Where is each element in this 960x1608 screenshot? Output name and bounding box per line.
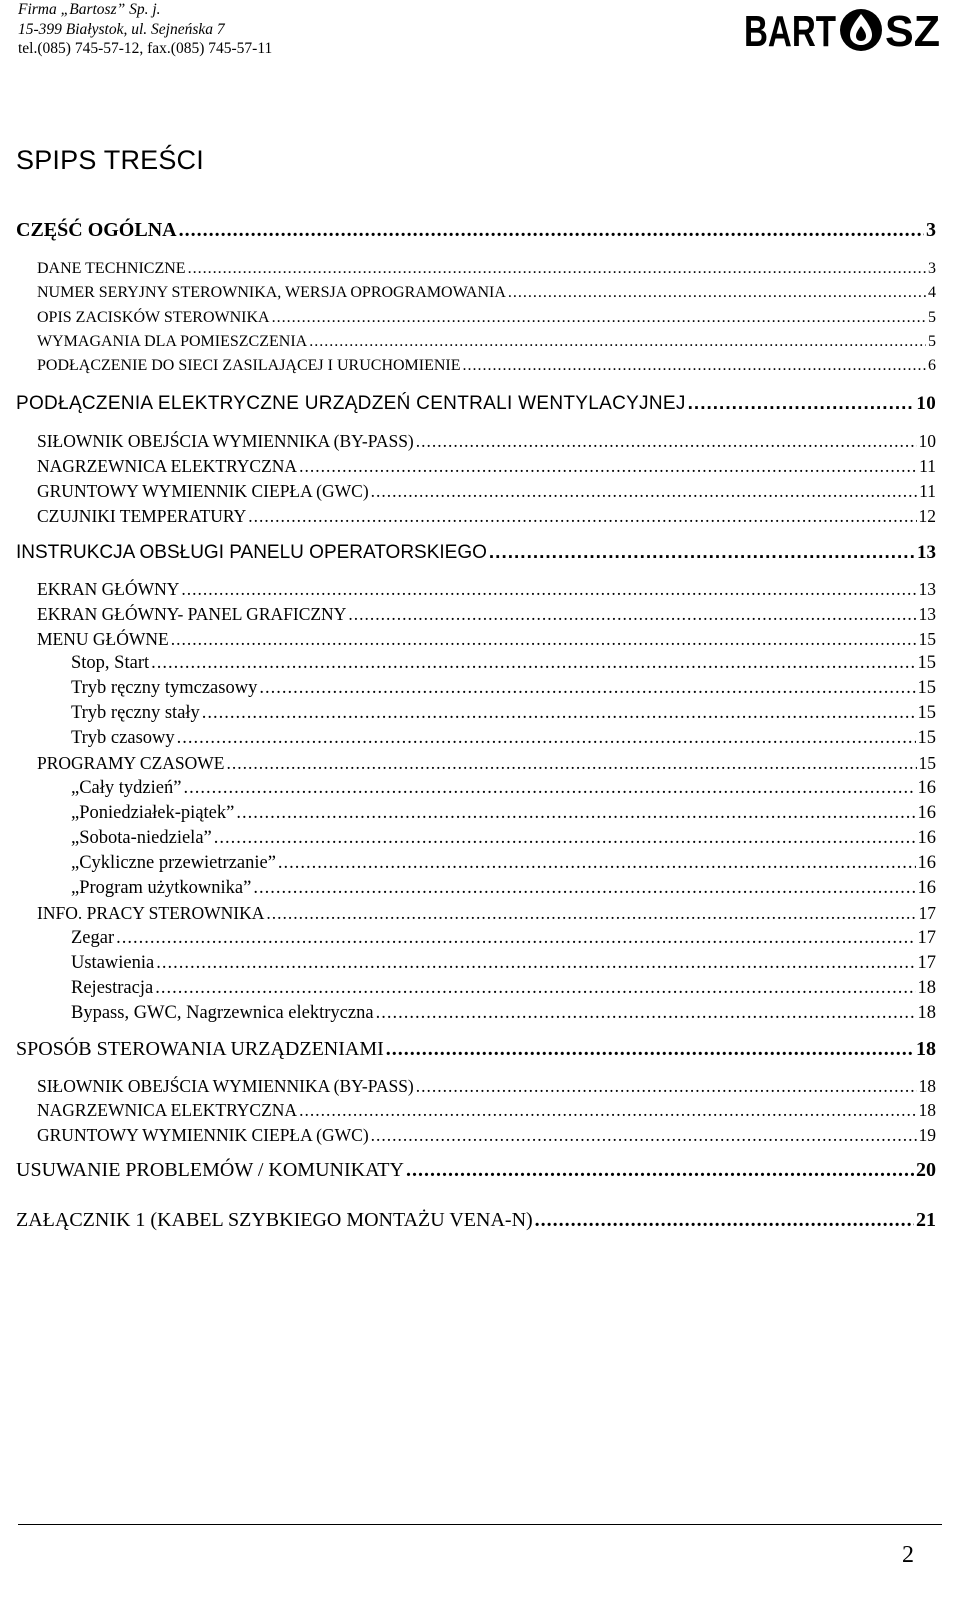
- toc-leader-dots: [348, 603, 916, 625]
- page-title: SPIPS TREŚCI: [16, 145, 204, 175]
- svg-text:SZ: SZ: [885, 7, 940, 56]
- toc-entry-title: Tryb ręczny tymczasowy: [71, 678, 258, 698]
- toc-entry-page: 18: [918, 1076, 936, 1096]
- toc-entry-title: PROGRAMY CZASOWE: [37, 753, 225, 773]
- toc-leader-dots: [416, 1075, 917, 1097]
- toc-entry-page: 4: [928, 284, 936, 301]
- toc-leader-dots: [155, 977, 915, 999]
- toc-leader-dots: [236, 802, 915, 824]
- toc-entry-page: 19: [918, 1125, 936, 1145]
- toc-entry-page: 15: [917, 653, 936, 673]
- toc-leader-dots: [202, 702, 916, 724]
- toc-entry-page: 20: [916, 1159, 936, 1181]
- toc-entry-title: PODŁĄCZENIA ELEKTRYCZNE URZĄDZEŃ CENTRALI WENTYLACYJNEJ: [16, 393, 686, 414]
- toc-entry-title: Ustawienia: [71, 953, 155, 973]
- toc-entry-page: 15: [918, 629, 936, 649]
- toc-entry[interactable]: [71, 1002, 936, 1024]
- toc-leader-dots: [227, 752, 917, 774]
- toc-entry-page: 15: [918, 753, 936, 773]
- toc-leader-dots: [272, 307, 926, 329]
- toc-entry-page: 18: [917, 1003, 936, 1023]
- toc-entry[interactable]: [37, 1099, 936, 1121]
- footer-divider: [18, 1524, 942, 1525]
- toc-entry-page: 18: [916, 1038, 936, 1060]
- toc-leader-dots: [151, 652, 915, 674]
- toc-entry[interactable]: [71, 827, 936, 849]
- toc-entry-title: EKRAN GŁÓWNY- PANEL GRAFICZNY: [37, 604, 347, 624]
- toc-entry-title: SIŁOWNIK OBEJŚCIA WYMIENNIKA (BY-PASS): [37, 1076, 414, 1096]
- toc-leader-dots: [371, 1124, 917, 1146]
- toc-leader-dots: [259, 677, 915, 699]
- toc-leader-dots: [309, 331, 926, 353]
- toc-entry-title: USUWANIE PROBLEMÓW / KOMUNIKATY: [16, 1159, 404, 1181]
- company-name: Firma „Bartosz” Sp. j.: [18, 1, 161, 18]
- toc-entry[interactable]: [37, 331, 936, 353]
- page-number: 2: [902, 1542, 914, 1568]
- toc-entry[interactable]: [71, 727, 936, 749]
- toc-entry-page: 12: [918, 506, 936, 526]
- toc-entry[interactable]: [37, 282, 936, 304]
- toc-entry-page: 18: [917, 978, 936, 998]
- toc-entry-page: 18: [918, 1100, 936, 1120]
- toc-entry-title: ZAŁĄCZNIK 1 (KABEL SZYBKIEGO MONTAŻU VENA-N): [16, 1209, 533, 1231]
- toc-leader-dots: [406, 1159, 914, 1181]
- toc-entry[interactable]: [37, 578, 936, 600]
- toc-entry-page: 6: [928, 357, 936, 374]
- toc-entry[interactable]: [37, 752, 936, 774]
- toc-entry-title: Tryb ręczny stały: [71, 703, 200, 723]
- toc-leader-dots: [181, 578, 916, 600]
- toc-entry-title: „Cały tydzień”: [71, 778, 182, 798]
- toc-leader-dots: [386, 1038, 914, 1060]
- toc-entry-page: 13: [918, 579, 936, 599]
- toc-entry-title: MENU GŁÓWNE: [37, 629, 169, 649]
- toc-leader-dots: [489, 542, 915, 564]
- toc-entry-title: CZĘŚĆ OGÓLNA: [16, 219, 177, 241]
- toc-entry-title: Rejestracja: [71, 978, 154, 998]
- toc-entry[interactable]: [37, 455, 936, 477]
- toc-entry[interactable]: [37, 505, 936, 527]
- toc-entry[interactable]: [71, 677, 936, 699]
- toc-leader-dots: [171, 628, 917, 650]
- toc-entry-title: SIŁOWNIK OBEJŚCIA WYMIENNIKA (BY-PASS): [37, 431, 414, 451]
- toc-entry-page: 3: [926, 219, 936, 241]
- toc-entry-page: 16: [917, 778, 936, 798]
- toc-leader-dots: [266, 902, 916, 924]
- toc-entry-page: 17: [917, 953, 936, 973]
- toc-leader-dots: [371, 480, 917, 502]
- toc-leader-dots: [535, 1209, 914, 1231]
- toc-entry-page: 13: [918, 604, 936, 624]
- toc-entry[interactable]: [71, 977, 936, 999]
- toc-entry-title: INSTRUKCJA OBSŁUGI PANELU OPERATORSKIEGO: [16, 542, 487, 563]
- toc-entry[interactable]: [37, 307, 936, 329]
- toc-entry-page: 3: [928, 260, 936, 277]
- toc-entry[interactable]: [37, 258, 936, 280]
- toc-entry-page: 11: [919, 456, 936, 476]
- toc-entry-title: „Cykliczne przewietrzanie”: [71, 853, 276, 873]
- toc-entry-page: 15: [917, 728, 936, 748]
- toc-leader-dots: [463, 355, 926, 377]
- toc-entry[interactable]: [71, 927, 936, 949]
- toc-entry[interactable]: [37, 1075, 936, 1097]
- toc-entry[interactable]: [37, 355, 936, 377]
- toc-entry-page: 17: [918, 903, 936, 923]
- toc-entry[interactable]: [16, 542, 936, 564]
- toc-leader-dots: [183, 777, 915, 799]
- toc-entry[interactable]: [71, 952, 936, 974]
- toc-entry-page: 15: [917, 703, 936, 723]
- toc-entry-page: 11: [919, 481, 936, 501]
- toc-entry[interactable]: [71, 652, 936, 674]
- svg-text:BART: BART: [744, 7, 837, 56]
- toc-leader-dots: [299, 455, 917, 477]
- toc-leader-dots: [253, 877, 915, 899]
- toc-leader-dots: [179, 219, 924, 241]
- toc-entry-page: 10: [916, 393, 936, 414]
- toc-entry[interactable]: [16, 219, 936, 241]
- toc-entry-title: GRUNTOWY WYMIENNIK CIEPŁA (GWC): [37, 1125, 369, 1145]
- toc-leader-dots: [376, 1002, 916, 1024]
- toc-entry-title: Stop, Start: [71, 653, 150, 673]
- toc-leader-dots: [278, 852, 916, 874]
- company-address: 15-399 Białystok, ul. Sejneńska 7: [18, 20, 225, 38]
- toc-entry-page: 16: [917, 878, 936, 898]
- toc-entry[interactable]: [71, 877, 936, 899]
- toc-entry[interactable]: [16, 393, 936, 415]
- toc-entry-page: 10: [918, 431, 936, 451]
- toc-entry[interactable]: [71, 852, 936, 874]
- toc-leader-dots: [416, 430, 917, 452]
- toc-entry[interactable]: [37, 430, 936, 452]
- toc-entry-page: 17: [917, 928, 936, 948]
- toc-entry-title: Zegar: [71, 928, 115, 948]
- toc-entry-title: Bypass, GWC, Nagrzewnica elektryczna: [71, 1003, 374, 1023]
- toc-leader-dots: [688, 393, 915, 415]
- toc-leader-dots: [508, 282, 926, 304]
- toc-entry-title: PODŁĄCZENIE DO SIECI ZASILAJĄCEJ I URUCHOMIENIE: [37, 357, 461, 374]
- toc-entry-title: DANE TECHNICZNE: [37, 260, 186, 277]
- toc-entry-page: 16: [917, 828, 936, 848]
- toc-entry[interactable]: [37, 628, 936, 650]
- toc-entry-page: 16: [917, 853, 936, 873]
- toc-entry-title: NUMER SERYJNY STEROWNIKA, WERSJA OPROGRAMOWANIA: [37, 284, 506, 301]
- toc-entry[interactable]: [71, 702, 936, 724]
- toc-entry-page: 5: [928, 309, 936, 326]
- toc-entry-title: WYMAGANIA DLA POMIESZCZENIA: [37, 333, 308, 350]
- toc-entry-page: 5: [928, 333, 936, 350]
- toc-entry-page: 21: [916, 1209, 936, 1231]
- toc-leader-dots: [156, 952, 915, 974]
- toc-entry-title: „Program użytkownika”: [71, 878, 252, 898]
- toc-leader-dots: [248, 505, 916, 527]
- toc-entry[interactable]: [37, 480, 936, 502]
- toc-entry-title: NAGRZEWNICA ELEKTRYCZNA: [37, 1100, 298, 1120]
- toc-entry[interactable]: [37, 902, 936, 924]
- toc-entry[interactable]: [71, 802, 936, 824]
- toc-entry[interactable]: [16, 1209, 936, 1231]
- toc-leader-dots: [116, 927, 915, 949]
- toc-entry-page: 13: [917, 542, 936, 563]
- toc-entry[interactable]: [16, 1159, 936, 1181]
- toc-entry-title: OPIS ZACISKÓW STEROWNIKA: [37, 309, 270, 326]
- company-phone: tel.(085) 745-57-12, fax.(085) 745-57-11: [18, 40, 273, 57]
- toc-entry-title: NAGRZEWNICA ELEKTRYCZNA: [37, 456, 298, 476]
- toc-entry-title: GRUNTOWY WYMIENNIK CIEPŁA (GWC): [37, 481, 369, 501]
- toc-leader-dots: [188, 258, 926, 280]
- toc-entry-title: Tryb czasowy: [71, 728, 175, 748]
- toc-entry[interactable]: [37, 603, 936, 625]
- toc-entry-page: 15: [917, 678, 936, 698]
- toc-leader-dots: [177, 727, 916, 749]
- toc-entry-title: CZUJNIKI TEMPERATURY: [37, 506, 247, 526]
- toc-entry[interactable]: [16, 1038, 936, 1060]
- toc-leader-dots: [214, 827, 916, 849]
- toc-entry[interactable]: [71, 777, 936, 799]
- toc-entry-title: „Sobota-niedziela”: [71, 828, 212, 848]
- toc-entry-page: 16: [917, 803, 936, 823]
- toc-entry-title: „Poniedziałek-piątek”: [71, 803, 235, 823]
- toc-entry-title: INFO. PRACY STEROWNIKA: [37, 903, 265, 923]
- toc-entry[interactable]: [37, 1124, 936, 1146]
- toc-entry-title: EKRAN GŁÓWNY: [37, 579, 180, 599]
- toc-entry-title: SPOSÓB STEROWANIA URZĄDZENIAMI: [16, 1038, 384, 1060]
- toc-leader-dots: [299, 1099, 916, 1121]
